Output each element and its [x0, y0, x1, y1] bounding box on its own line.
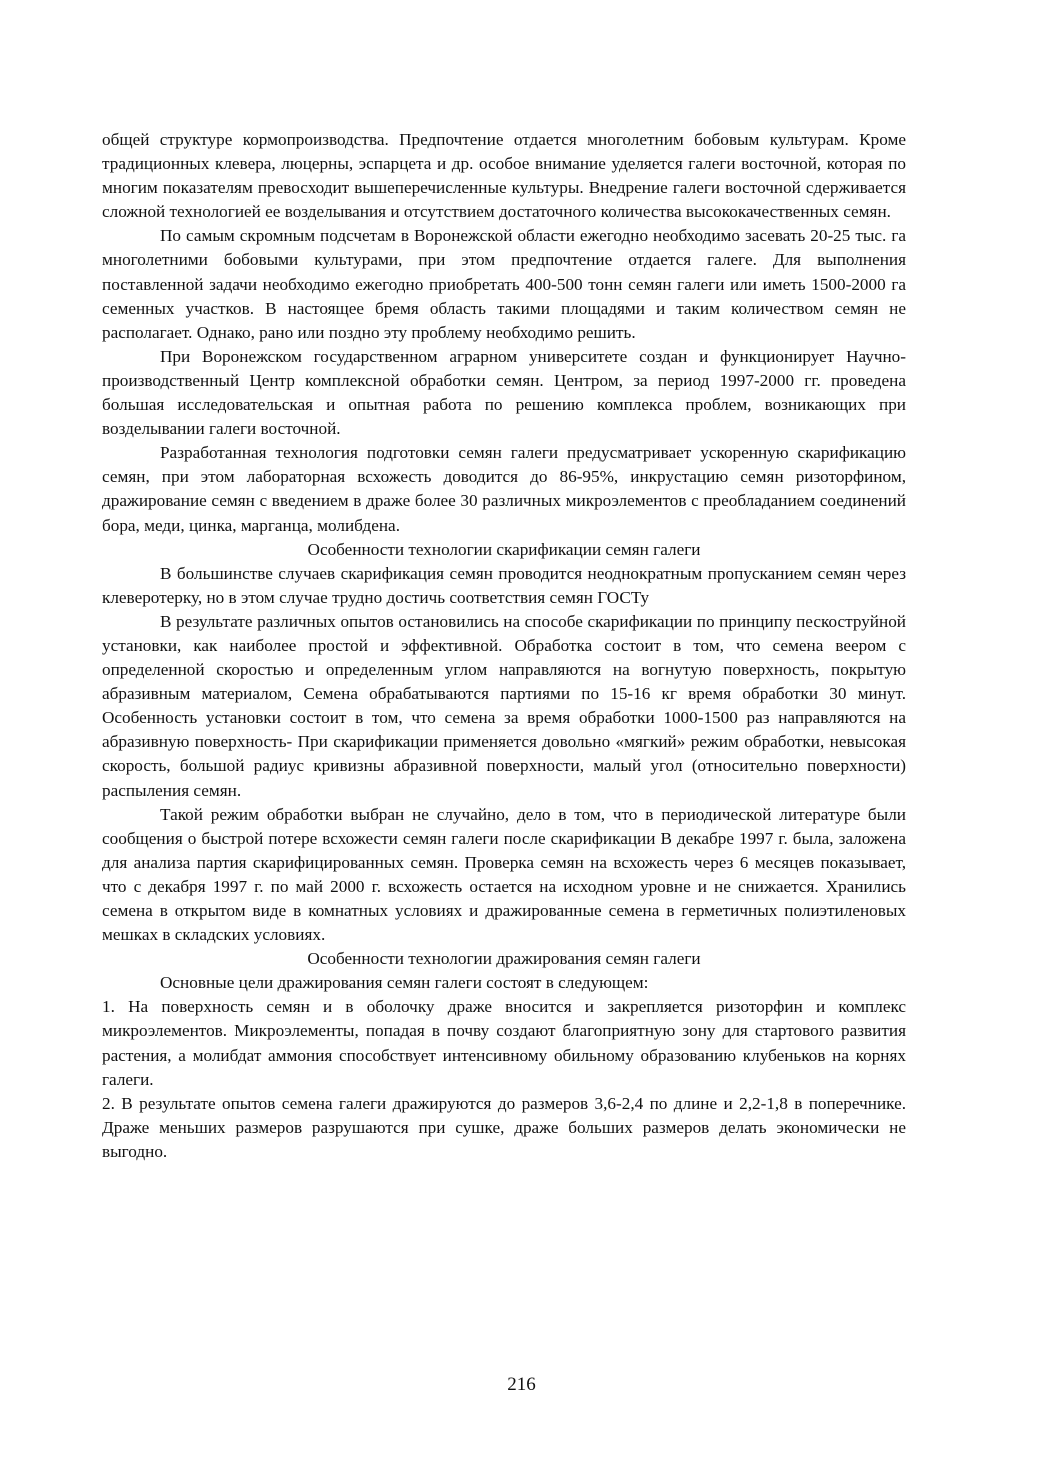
paragraph-4: Разработанная технология подготовки семян галеги предусматривает ускоренную скарификацию семян, при этом лабораторная всхожесть доводится до 86-95%, инкрустацию семян ризоторфином, дражирование семян с введением в драже более 30 различных микроэлементов с преобладанием соединений бора, меди, цинка, марганца, молибдена. [102, 443, 906, 535]
section-heading-scarification: Особенности технологии скарификации семян галеги [307, 539, 701, 559]
section-heading-coating: Особенности технологии дражирования семян галеги [307, 949, 701, 969]
list-item-2: 2. В результате опытов семена галеги дражируются до размеров 3,6-2,4 по длине и 2,2-1,8 в поперечнике. Драже меньших размеров разрушаются при сушке, драже больших размеров делать экономически не выгодно. [102, 1093, 906, 1161]
paragraph-1: общей структуре кормопроизводства. Предпочтение отдается многолетним бобовым культурам. Кроме традиционных клевера, люцерны, эспарцета и др. особое внимание уделяется галеги восточной, которая по многим показателям превосходит вышеперечисленные культуры. Внедрение галеги восточной сдерживается сложной технологией ее возделывания и отсутствием достаточного количества высококачественных семян. [102, 130, 906, 222]
paragraph-7: Такой режим обработки выбран не случайно, дело в том, что в периодической литературе были сообщения о быстрой потере всхожести семян галеги после скарификации В декабре 1997 г. была, заложена для анализа партия скарифицированных семян. Проверка семян на всхожесть через 6 месяцев показывает, что с декабря 1997 г. по май 2000 г. всхожесть остается на исходном уровне и не снижается. Хранились семена в открытом виде в комнатных условиях и дражированные семена в герметичных полиэтиленовых мешках в складских условиях. [102, 804, 906, 945]
paragraph-6: В результате различных опытов остановились на способе скарификации по принципу пескоструйной установки, как наиболее простой и эффективной. Обработка состоит в том, что семена веером с определенной скоростью и определенным углом направляются на вогнутую поверхность, покрытую абразивным материалом, Семена обрабатываются партиями по 15-16 кг время обработки 30 минут. Особенность установки состоит в том, что семена за время обработки 1000-1500 раз направляются на абразивную поверхность- При скарификации применяется довольно «мягкий» режим обработки, невысокая скорость, большой радиус кривизны абразивной поверхности, малый угол (относительно поверхности) распыления семян. [102, 611, 906, 800]
list-intro: Основные цели дражирования семян галеги состоят в следующем: [160, 973, 649, 993]
page-body [102, 128, 906, 1164]
page-number: 216 [507, 1374, 536, 1395]
paragraph-5: В большинстве случаев скарификация семян проводится неоднократным пропусканием семян через клеверотерку, но в этом случае трудно достичь соответствия семян ГОСТу [102, 563, 906, 607]
list-item-1: 1. На поверхность семян и в оболочку драже вносится и закрепляется ризоторфин и комплекс микроэлементов. Микроэлементы, попадая в почву создают благоприятную зону для стартового развития растения, а молибдат аммония способствует интенсивному обильному образованию клубеньков на корнях галеги. [102, 997, 906, 1089]
paragraph-3: При Воронежском государственном аграрном университете создан и функционирует Научно-производственный Центр комплексной обработки семян. Центром, за период 1997-2000 гг. проведена большая исследовательская и опытная работа по решению комплекса проблем, возникающих при возделывании галеги восточной. [102, 346, 906, 439]
paragraph-2: По самым скромным подсчетам в Воронежской области ежегодно необходимо засевать 20-25 тыс. га многолетними бобовыми культурами, при этом предпочтение отдается галеге. Для выполнения поставленной задачи необходимо ежегодно приобретать 400-500 тонн семян галеги или иметь 1500-2000 га семенных участков. В настоящее бремя область такими площадями и таким количеством семян не располагает. Однако, рано или поздно эту проблему необходимо решить. [102, 226, 906, 342]
